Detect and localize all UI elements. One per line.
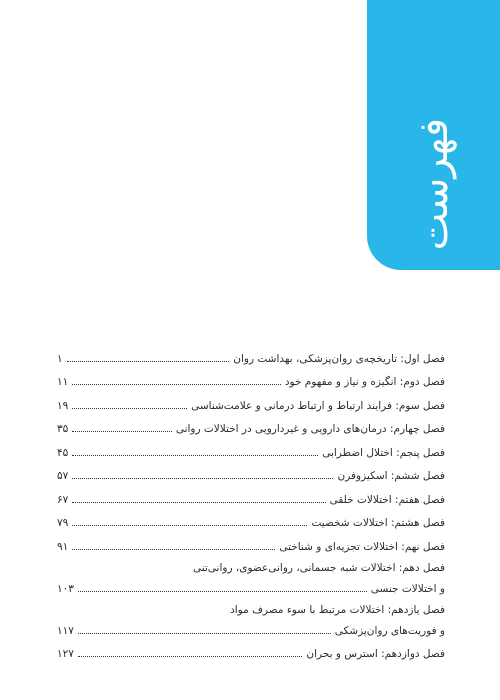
chapter-title: فصل اول: تاریخچه‌ی روان‌پزشکی، بهداشت روان — [233, 352, 445, 365]
page-number: ۱۱۷ — [57, 624, 74, 637]
toc-entry-5[interactable] — [57, 435, 445, 459]
chapter-title: فصل یازدهم: اختلالات مرتبط با سوء مصرف مواد — [230, 603, 445, 616]
dot-leader — [72, 478, 333, 479]
toc-entry-9[interactable] — [57, 529, 445, 553]
page-number: ۷۹ — [57, 517, 69, 529]
dot-leader — [72, 525, 307, 526]
toc-entry-12[interactable] — [57, 637, 445, 661]
page-number: ۱ — [57, 352, 63, 365]
title-tab — [367, 0, 500, 270]
page-number: ۹۱ — [57, 540, 69, 553]
dot-leader — [72, 408, 187, 409]
dot-leader — [72, 455, 318, 456]
chapter-title: فصل سوم: فرایند ارتباط و ارتباط درمانی و علامت‌شناسی — [191, 399, 445, 412]
chapter-title: فصل پنجم: اختلال اضطرابی — [322, 446, 445, 459]
dot-leader — [67, 361, 230, 362]
toc-entry-7[interactable] — [57, 482, 445, 506]
chapter-title: فصل دوم: انگیزه و نیاز و مفهوم خود — [284, 376, 445, 388]
chapter-title-continued: و اختلالات جنسی — [370, 582, 445, 595]
toc-entry-4[interactable] — [57, 412, 445, 436]
page-number: ۱۱ — [57, 376, 69, 388]
page-number: ۱۹ — [57, 399, 69, 412]
table-of-contents — [57, 341, 445, 660]
dot-leader — [78, 656, 302, 657]
toc-entry-8[interactable] — [57, 506, 445, 530]
dot-leader — [72, 549, 275, 550]
chapter-title: فصل نهم: اختلالات تجزیه‌ای و شناختی — [279, 540, 445, 553]
dot-leader — [78, 591, 367, 592]
page-number: ۳۵ — [57, 423, 69, 435]
dot-leader — [78, 633, 331, 634]
chapter-title: فصل دهم: اختلالات شبه جسمانی، روانی‌عضوی، روانی‌تنی — [192, 561, 445, 574]
chapter-title: فصل هفتم: اختلالات خلقی — [329, 493, 445, 506]
toc-entry-2[interactable] — [57, 365, 445, 389]
page-number: ۱۰۳ — [57, 582, 74, 595]
toc-entry-6[interactable] — [57, 459, 445, 483]
chapter-title: فصل ششم: اسکیزوفرن — [337, 470, 445, 482]
toc-entry-1[interactable] — [57, 341, 445, 365]
page-number: ۴۵ — [57, 446, 69, 459]
chapter-title: فصل هشتم: اختلالات شخصیت — [311, 517, 445, 529]
toc-entry-11[interactable] — [57, 595, 445, 637]
dot-leader — [72, 431, 172, 432]
dot-leader — [72, 384, 281, 385]
toc-entry-3[interactable] — [57, 388, 445, 412]
chapter-title-continued: و فوریت‌های روان‌پزشکی — [334, 624, 445, 637]
page-number: ۶۷ — [57, 493, 69, 506]
toc-entry-10[interactable] — [57, 553, 445, 595]
chapter-title: فصل دوازدهم: استرس و بحران — [306, 648, 445, 660]
page-number: ۱۲۷ — [57, 648, 74, 660]
page-number: ۵۷ — [57, 470, 69, 482]
page-title: فهرست — [410, 117, 457, 250]
title-wrapper — [367, 0, 500, 270]
dot-leader — [72, 502, 325, 503]
chapter-title: فصل چهارم: درمان‌های دارویی و غیردارویی در اختلالات روانی — [175, 423, 445, 435]
